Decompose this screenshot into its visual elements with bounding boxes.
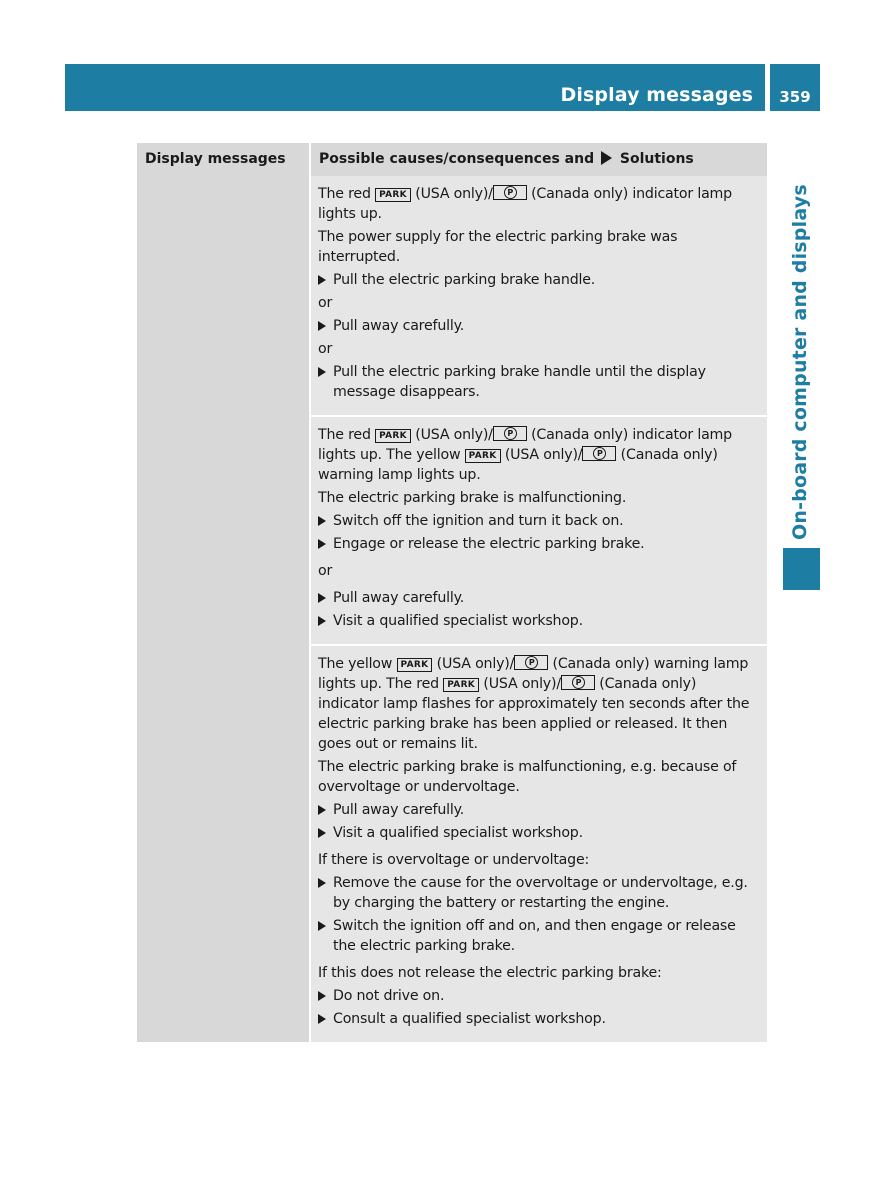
chapter-tab-marker xyxy=(783,548,820,590)
chapter-tab-label: On-board computer and displays xyxy=(789,184,811,540)
or-separator: or xyxy=(318,341,333,357)
page-number: 359 xyxy=(779,88,811,106)
solution-step: Pull the electric parking brake handle. xyxy=(318,270,759,290)
parking-brake-circle-icon xyxy=(493,185,527,200)
message-block-3 xyxy=(311,644,767,1042)
solution-step: Switch off the ignition and turn it back on. xyxy=(318,511,759,531)
solution-step: Engage or release the electric parking brake. xyxy=(318,534,759,554)
solution-step: Consult a qualified specialist workshop. xyxy=(318,1009,759,1029)
park-indicator-icon: PARK xyxy=(397,658,433,672)
solution-step: Pull the electric parking brake handle until the display message disappears. xyxy=(318,362,759,402)
condition-text: If there is overvoltage or undervoltage: xyxy=(318,852,590,868)
cause-text: The electric parking brake is malfunctioning, e.g. because of overvoltage or undervoltage. xyxy=(318,759,737,795)
cause-text: The red PARK (USA only)/P (Canada only) indicator lamp lights up. The yellow PARK (USA only)/P (Canada only) warning lamp lights up. xyxy=(318,425,759,485)
solution-step: Visit a qualified specialist workshop. xyxy=(318,611,759,631)
or-separator: or xyxy=(318,295,333,311)
parking-brake-circle-icon xyxy=(493,426,527,441)
solution-step: Remove the cause for the overvoltage or undervoltage, e.g. by charging the battery or restarting the engine. xyxy=(318,873,759,913)
solution-step: Pull away carefully. xyxy=(318,316,759,336)
display-messages-table xyxy=(137,143,767,1042)
column-header-display-messages: Display messages xyxy=(145,151,286,167)
park-indicator-icon: PARK xyxy=(375,188,411,202)
page-number-box xyxy=(770,64,820,111)
solution-arrow-icon xyxy=(601,151,612,165)
header-bar xyxy=(65,64,765,111)
parking-brake-circle-icon xyxy=(561,675,595,690)
solution-step: Switch the ignition off and on, and then engage or release the electric parking brake. xyxy=(318,916,759,956)
causes-solutions-cell xyxy=(309,176,767,1042)
or-separator: or xyxy=(318,563,333,579)
park-indicator-icon: PARK xyxy=(465,449,501,463)
park-indicator-icon: PARK xyxy=(443,678,479,692)
parking-brake-circle-icon xyxy=(514,655,548,670)
message-block-2 xyxy=(311,415,767,644)
condition-text: If this does not release the electric parking brake: xyxy=(318,965,662,981)
cause-text: The yellow PARK (USA only)/P (Canada only) warning lamp lights up. The red PARK (USA only)/P (Canada only) indicator lamp flashes for approximately ten seconds after the electric parking brake has been applied or released. It then goes out or remains lit. xyxy=(318,654,759,754)
message-block-1 xyxy=(311,176,767,415)
parking-brake-circle-icon xyxy=(582,446,616,461)
column-header-solutions-label: Solutions xyxy=(619,151,694,167)
solution-step: Visit a qualified specialist workshop. xyxy=(318,823,759,843)
cause-text: The power supply for the electric parking brake was interrupted. xyxy=(318,229,678,265)
table-body xyxy=(137,176,767,1042)
column-header-causes-label: Possible causes/consequences and xyxy=(319,151,595,167)
solution-step: Pull away carefully. xyxy=(318,800,759,820)
solution-step: Pull away carefully. xyxy=(318,588,759,608)
cause-text: The red PARK (USA only)/P (Canada only) indicator lamp lights up. xyxy=(318,184,759,224)
park-indicator-icon: PARK xyxy=(375,429,411,443)
column-header-causes-solutions xyxy=(309,143,767,176)
solution-step: Do not drive on. xyxy=(318,986,759,1006)
section-title: Display messages xyxy=(560,84,753,106)
table-header-row xyxy=(137,143,767,176)
display-message-cell xyxy=(137,176,309,1042)
cause-text: The electric parking brake is malfunctioning. xyxy=(318,490,627,506)
